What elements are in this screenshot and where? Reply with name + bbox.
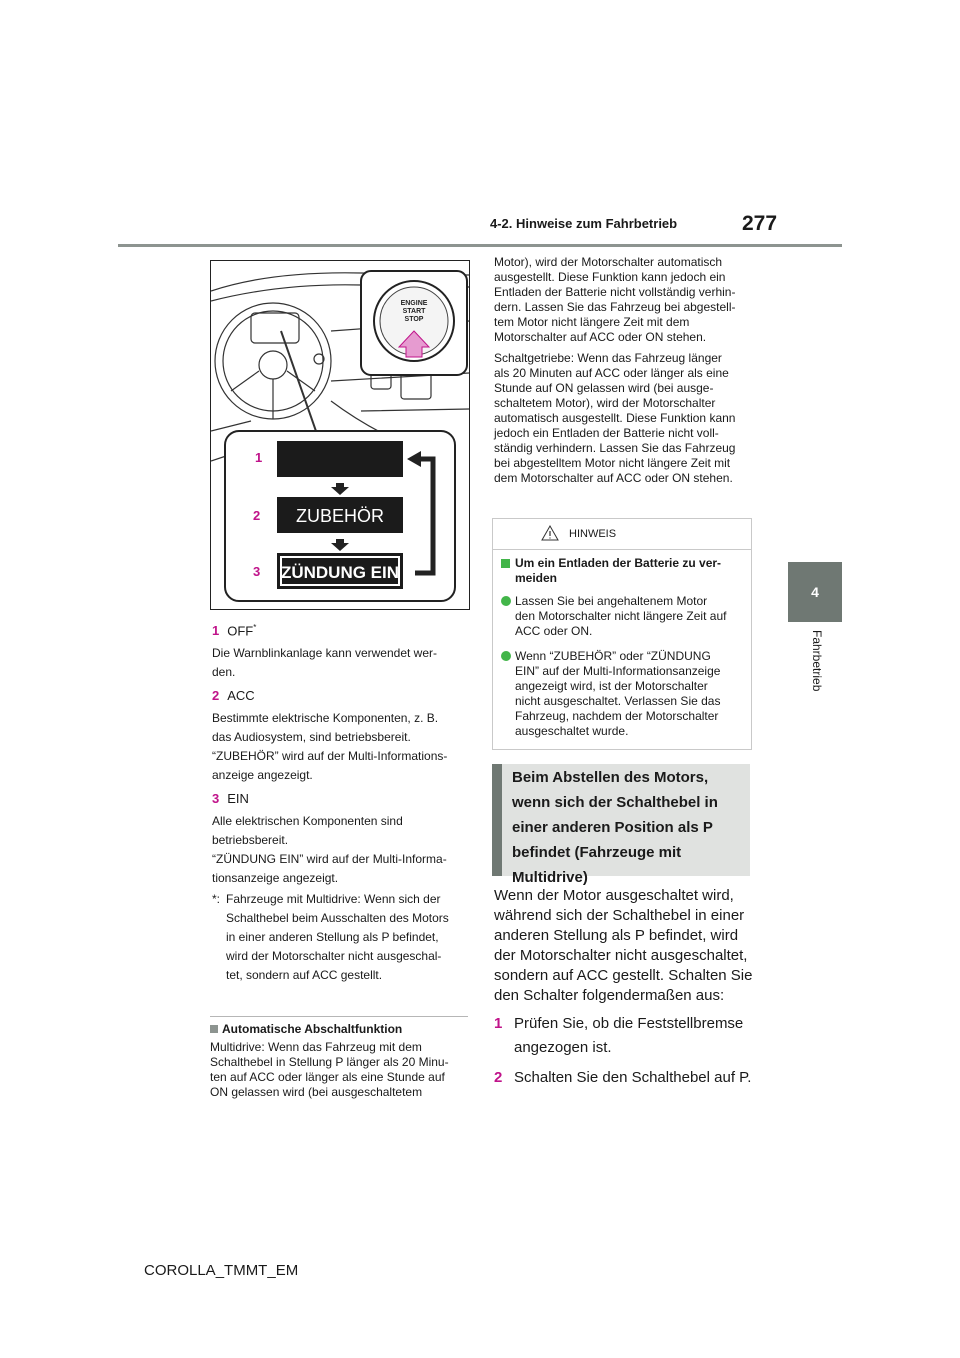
notice-bullet: Wenn “ZUBEHÖR” oder “ZÜNDUNG EIN” auf der Multi-Informationsanzeige angezeigt wird, ist der Motorschalter nicht ausgeschaltet. Verlassen Sie das Fahrzeug, nachdem der Motorschalter ausgeschaltet wurde. xyxy=(501,649,743,739)
section-heading-box: Beim Abstellen des Motors, wenn sich der Schalthebel in einer anderen Position als P befindet (Fahrzeuge mit Multidrive) xyxy=(492,764,750,876)
notice-box xyxy=(492,518,752,750)
procedure-intro: Wenn der Motor ausgeschaltet wird, während sich der Schalthebel in einer anderen Stellung als P befindet, wird der Motorschalter nicht ausgeschaltet, sondern auf ACC gestellt. Schalten Sie den Schalter folgendermaßen aus: xyxy=(494,887,753,1004)
warning-triangle-icon xyxy=(541,525,559,541)
step-1: 1 Prüfen Sie, ob die Feststellbremse angezogen ist. xyxy=(494,1015,744,1056)
item-desc: Bestimmte elektrische Komponenten, z. B. das Audiosystem, sind betriebsbereit. “ZUBEHÖR” wird auf der Multi-Informations- anzeige angezeigt. xyxy=(212,711,448,783)
document-code: COROLLA_TMMT_EM xyxy=(144,1262,299,1279)
step-label: 1 xyxy=(255,450,263,465)
chapter-label: Fahrbetrieb xyxy=(810,630,824,692)
chapter-tab: 4 xyxy=(788,562,842,622)
button-line: ENGINE xyxy=(400,300,428,307)
step-label: 3 xyxy=(253,564,261,579)
item-acc: 2 ACC xyxy=(212,688,255,704)
footnote: *: Fahrzeuge mit Multidrive: Wenn sich der Schalthebel beim Ausschalten des Motors in einer anderen Stellung als P befindet, wird der Motorschalter nicht ausgeschal- tet, sondern auf ACC gestellt. xyxy=(212,892,449,983)
item-desc: Alle elektrischen Komponenten sind betriebsbereit. “ZÜNDUNG EIN” wird auf der Multi-Informa- tionsanzeige angezeigt. xyxy=(212,814,447,886)
item-ein: 3 EIN xyxy=(212,791,249,807)
page-number: 277 xyxy=(742,212,778,235)
svg-text:ZUBEHÖR: ZUBEHÖR xyxy=(295,506,385,526)
procedure xyxy=(494,886,754,1090)
dashboard-illustration xyxy=(211,261,469,609)
button-line: STOP xyxy=(404,316,424,323)
notice-label: HINWEIS xyxy=(569,528,617,540)
step-2: 2 Schalten Sie den Schalthebel auf P. xyxy=(494,1069,752,1086)
button-line: START xyxy=(402,308,426,315)
left-column xyxy=(212,620,470,985)
display-off xyxy=(277,441,403,477)
notice-bullet: Lassen Sie bei angehaltenem Motor den Motorschalter nicht längere Zeit auf ACC oder ON. xyxy=(501,594,743,639)
header-rule xyxy=(118,244,842,247)
section-title: 4-2. Hinweise zum Fahrbetrieb xyxy=(490,216,678,231)
item-off: 1 OFF* xyxy=(212,623,257,639)
notice-heading: Um ein Entladen der Batterie zu ver- meiden xyxy=(501,556,743,586)
step-label: 2 xyxy=(253,508,261,523)
item-desc: Die Warnblinkanlage kann verwendet wer- den. xyxy=(212,646,437,680)
auto-off-section: Automatische Abschaltfunktion Multidrive: Wenn das Fahrzeug mit dem Schalthebel in Stellung P länger als 20 Minu- ten auf ACC oder länger als eine Stunde auf ON gelassen wird (bei ausgeschaltetem xyxy=(210,1022,470,1100)
svg-text:ZÜNDUNG EIN: ZÜNDUNG EIN xyxy=(280,563,400,582)
divider xyxy=(210,1016,468,1017)
auto-off-continued: Motor), wird der Motorschalter automatisch ausgestellt. Diese Funktion kann jedoch ein Entladen der Batterie nicht vollständig verhin- dern. Lassen Sie das Fahrzeug bei abgestell- tem Motor nicht längere Zeit mit dem Motorschalter auf ACC oder ON stehen. Schaltgetriebe: Wenn das Fahrzeug länger als 20 Minuten auf ACC oder länger als eine Stunde auf ON gelassen wird (bei ausge- schaltetem Motor), wird der Motorschalter automatisch ausgestellt. Diese Funktion kann jedoch ein Entladen der Batterie nicht voll- ständig verhindern. Lassen Sie das Fahrzeug bei abgestelltem Motor nicht längere Zeit mit dem Motorschalter auf ACC oder ON stehen. xyxy=(494,255,736,485)
engine-switch-figure xyxy=(210,260,470,610)
auto-off-title: Automatische Abschaltfunktion xyxy=(210,1022,470,1037)
